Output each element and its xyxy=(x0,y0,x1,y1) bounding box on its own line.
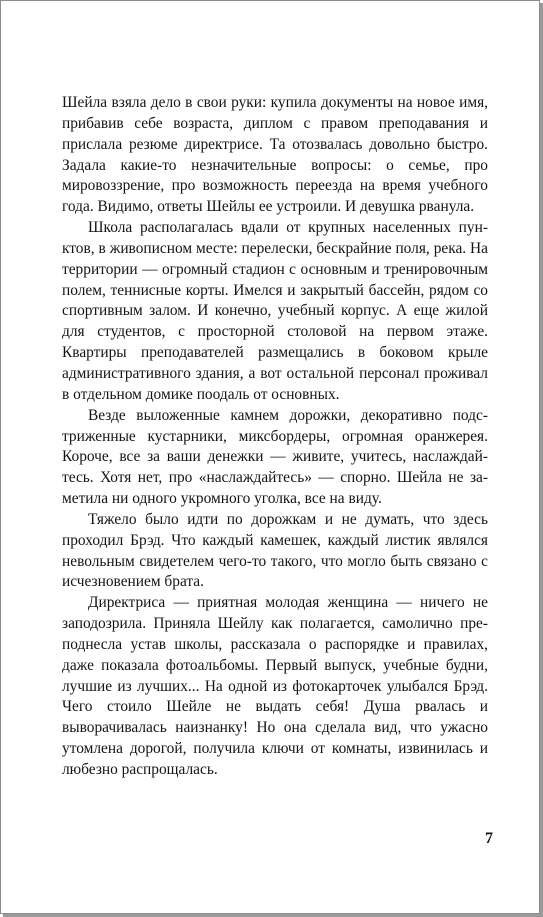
paragraph-1: Шейла взяла дело в свои руки: купила документы на новое имя, прибавив себе возраста, диплом с правом преподавания и прислала резюме директрисе. Та отозвалась довольно быстро. Задала какие-то незначительные вопросы: о семье, про мировоззрение, про возможность переезда на время учебного года. Видимо, ответы Шейлы ее устроили. И девушка рванула. xyxy=(62,94,488,216)
body-text xyxy=(62,93,488,781)
paragraph-2: Школа располагалась вдали от крупных населенных пунктов, в живописном месте: перелески, бескрайние поля, река. На территории — огромный стадион с основным и тренировочным полем, теннисные корты. Имелся и закрытый бассейн, рядом со спортивным залом. И конечно, учебный корпус. А еще жилой для студентов, с просторной столовой на первом этаже. Квартиры преподавателей размещались в боковом крыле административного здания, а вот остальной персонал проживал в отдельном домике поодаль от основных. xyxy=(62,219,488,403)
paragraph-3: Везде выложенные камнем дорожки, декоративно подстриженные кустарники, миксбордеры, огромная оранжерея. Короче, все за ваши денежки — живите, учитесь, наслаждайтесь. Хотя нет, про «наслаждайтесь» — спорно. Шейла не заметила ни одного укромного уголка, все на виду. xyxy=(62,406,488,508)
paragraph-4: Тяжело было идти по дорожкам и не думать, что здесь проходил Брэд. Что каждый камешек, каждый листик являлся невольным свидетелем чего-то такого, что могло быть связано с исчезновением брата. xyxy=(62,510,488,591)
page-number: 7 xyxy=(485,830,493,847)
paragraph-5: Директриса — приятная молодая женщина — ничего не заподозрила. Приняла Шейлу как полагается, самолично преподнесла устав школы, рассказала о распорядке и правилах, даже показала фотоальбомы. Первый выпуск, учебные будни, лучшие из лучших... На одной из фотокарточек улыбался Брэд. Чего стоило Шейле не выдать себя! Душа рвалась и выворачивалась наизнанку! Но она сделала вид, что ужасно утомлена дорогой, получила ключи от комнаты, извинилась и любезно распрощалась. xyxy=(62,594,488,778)
